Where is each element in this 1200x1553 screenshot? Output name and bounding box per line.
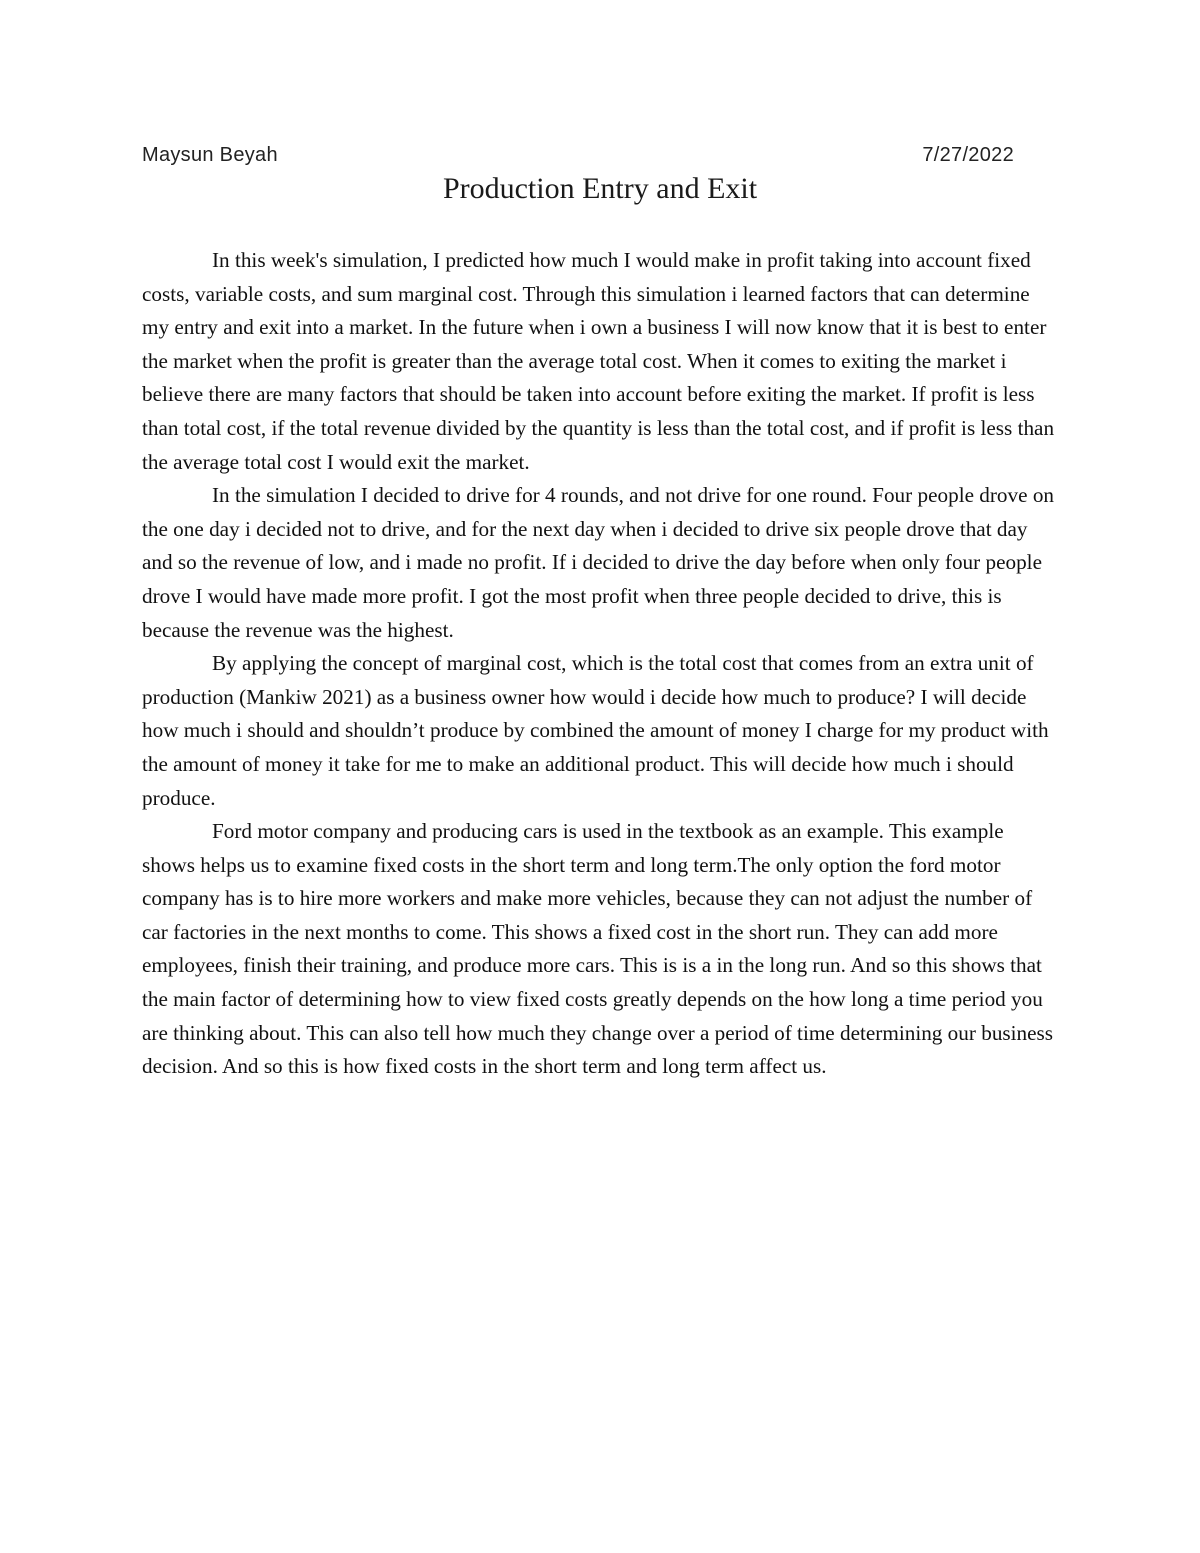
document-date: 7/27/2022: [922, 144, 1014, 166]
document-title: Production Entry and Exit: [442, 172, 758, 205]
document-body: [142, 244, 1060, 1084]
document-header: [142, 144, 1014, 174]
paragraph: Ford motor company and producing cars is used in the textbook as an example. This example shows helps us to examine fixed costs in the short term and long term.The only option the ford motor company has is to hire more workers and make more vehicles, because they can not adjust the number of car factories in the next months to come. This shows a fixed cost in the short run. They can add more employees, finish their training, and produce more cars. This is is a in the long run. And so this shows that the main factor of determining how to view fixed costs greatly depends on the how long a time period you are thinking about. This can also tell how much they change over a period of time determining our business decision. And so this is how fixed costs in the short term and long term affect us.: [142, 819, 1054, 1079]
author-name: Maysun Beyah: [142, 144, 278, 166]
paragraph: By applying the concept of marginal cost, which is the total cost that comes from an extra unit of production (Mankiw 2021) as a business owner how would i decide how much to produce? I will decide how much i should and shouldn’t produce by combined the amount of money I charge for my product with the amount of money it take for me to make an additional product. This will decide how much i should produce.: [142, 651, 1049, 810]
paragraph: In this week's simulation, I predicted how much I would make in profit taking into account fixed costs, variable costs, and sum marginal cost. Through this simulation i learned factors that can determine my entry and exit into a market. In the future when i own a business I will now know that it is best to enter the market when the profit is greater than the average total cost. When it comes to exiting the market i believe there are many factors that should be taken into account before exiting the market. If profit is less than total cost, if the total revenue divided by the quantity is less than the total cost, and if profit is less than the average total cost I would exit the market.: [142, 248, 1055, 474]
paragraph: In the simulation I decided to drive for 4 rounds, and not drive for one round. Four people drove on the one day i decided not to drive, and for the next day when i decided to drive six people drove that day and so the revenue of low, and i made no profit. If i decided to drive the day before when only four people drove I would have made more profit. I got the most profit when three people decided to drive, this is because the revenue was the highest.: [142, 483, 1055, 642]
